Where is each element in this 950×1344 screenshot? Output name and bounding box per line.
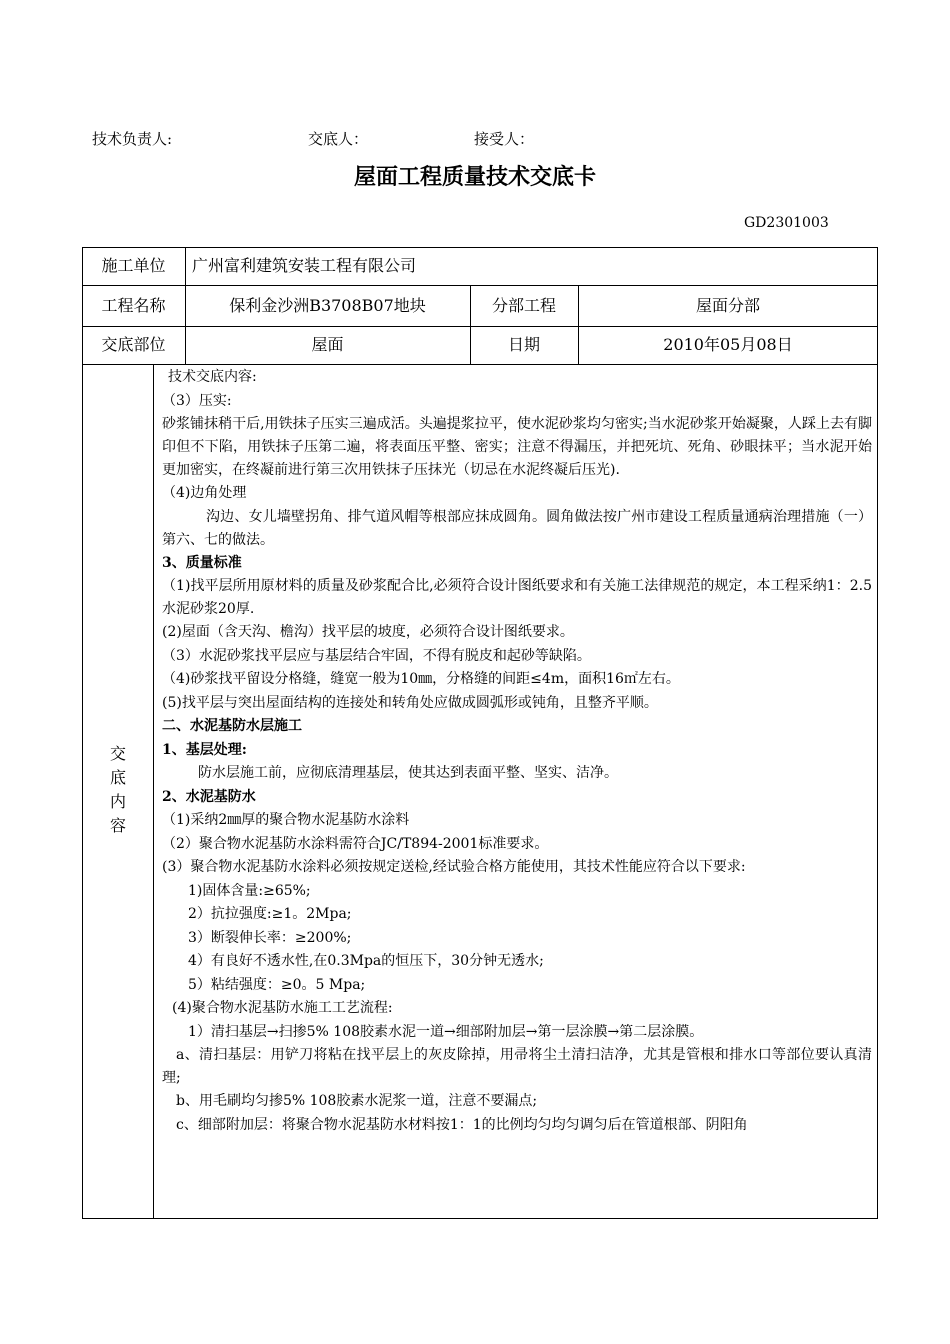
date-value: 2010年05月08日: [663, 335, 793, 354]
content-paragraph: a、清扫基层：用铲刀将粘在找平层上的灰皮除掉，用帚将尘土清扫洁净，尤其是管根和排水口等部位要认真清理;: [162, 1047, 872, 1086]
project-name-value: 保利金沙洲B3708B07地块: [229, 295, 426, 315]
tech-lead-label: 技术负责人:: [92, 130, 173, 148]
content-line: （4)砂浆找平留设分格缝，缝宽一般为10㎜，分格缝的间距≤4m，面积16㎡左右。: [162, 671, 680, 687]
content-line: 1）清扫基层→扫掺5% 108胶素水泥一道→细部附加层→第一层涂膜→第二层涂膜。: [188, 1023, 704, 1040]
content-paragraph: 砂浆铺抹稍干后,用铁抹子压实三遍成活。头遍提浆拉平，使水泥砂浆均匀密实;当水泥砂浆开始凝聚，人踩上去有脚印但不下陷，用铁抹子压第二遍，将表面压平整、密实；注意不得漏压，并把死坑、死角、砂眼抹平；当水泥开始更加密实，在终凝前进行第三次用铁抹子压抹光（切忌在水泥终凝后压光).: [162, 416, 872, 478]
location-value: 屋面: [311, 335, 344, 354]
content-paragraph: （1)找平层所用原材料的质量及砂浆配合比,必须符合设计图纸要求和有关施工法律规范的规定，本工程采纳1：2.5水泥砂浆20厚.: [162, 578, 872, 617]
content-line: （4)边角处理: [162, 485, 247, 501]
content-line: (3）聚合物水泥基防水涂料必须按规定送检,经试验合格方能使用，其技术性能应符合以下要求:: [162, 859, 746, 875]
handover-by-label: 交底人：: [308, 130, 369, 148]
date-label: 日期: [507, 335, 540, 354]
content-line: （3）水泥砂浆找平层应与基层结合牢固，不得有脱皮和起砂等缺陷。: [162, 647, 591, 664]
content-line: (2)屋面（含天沟、檐沟）找平层的坡度，必须符合设计图纸要求。: [162, 624, 574, 640]
content-line: 防水层施工前，应彻底清理基层，使其达到表面平整、坚实、洁净。: [198, 765, 618, 781]
section-heading: 3、质量标准: [162, 554, 242, 571]
content-line: 技术交底内容:: [168, 369, 257, 385]
project-name-label: 工程名称: [101, 295, 166, 315]
receiver-label: 接受人：: [474, 130, 535, 148]
handover-content: [162, 366, 872, 1137]
subdivision-value: 屋面分部: [695, 295, 760, 315]
content-paragraph: 沟边、女儿墙壁拐角、排气道风帽等根部应抹成圆角。圆角做法按广州市建设工程质量通病治理措施（一）第六、七的做法。: [162, 508, 872, 548]
content-line: （1)采纳2㎜厚的聚合物水泥基防水涂料: [162, 812, 410, 828]
content-line: （3）压实:: [162, 392, 232, 409]
content-line: 1)固体含量:≥65%;: [188, 882, 311, 899]
document-code: GD2301003: [744, 215, 829, 231]
document-title: 屋面工程质量技术交底卡: [353, 164, 596, 190]
construction-unit-label: 施工单位: [101, 256, 166, 275]
content-line: b、用毛刷均匀掺5% 108胶素水泥浆一道，注意不要漏点;: [176, 1093, 538, 1109]
section-heading: 二、水泥基防水层施工: [162, 718, 302, 734]
content-line: 2）抗拉强度:≥1。2Mpa;: [188, 906, 352, 922]
content-line: 4）有良好不透水性,在0.3Mpa的恒压下，30分钟无透水;: [188, 953, 544, 969]
subdivision-label: 分部工程: [491, 295, 556, 315]
content-line: （2）聚合物水泥基防水涂料需符合JC/T894-2001标准要求。: [162, 835, 549, 852]
row-divider: [82, 364, 878, 365]
content-line: c、细部附加层：将聚合物水泥基防水材料按1：1的比例均匀均匀调匀后在管道根部、阴阳角: [176, 1116, 748, 1133]
section-heading: 2、水泥基防水: [162, 788, 256, 805]
content-side-label: 交 底 内 容: [109, 744, 126, 835]
content-line: (4)聚合物水泥基防水施工工艺流程:: [172, 1000, 393, 1016]
content-line: 5）粘结强度：≥0。5 Mpa;: [188, 976, 366, 993]
content-line: 3）断裂伸长率：≥200%;: [188, 929, 352, 946]
content-line: (5)找平层与突出屋面结构的连接处和转角处应做成圆弧形或钝角，且整齐平顺。: [162, 694, 658, 711]
section-heading: 1、基层处理:: [162, 741, 247, 758]
construction-unit-value: 广州富利建筑安装工程有限公司: [192, 256, 417, 275]
location-label: 交底部位: [101, 335, 166, 354]
